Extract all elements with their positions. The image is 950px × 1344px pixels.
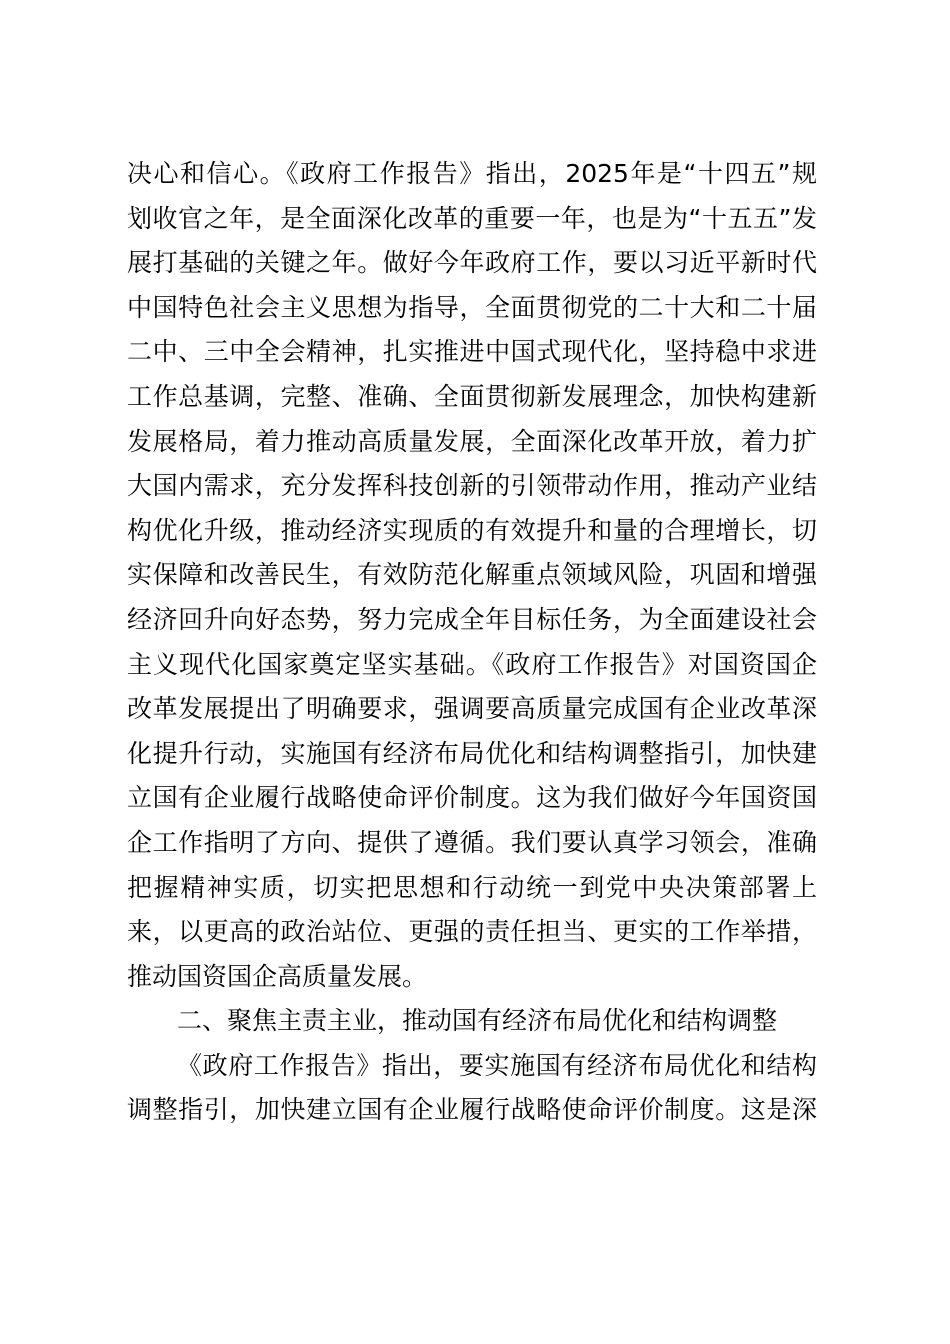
text-line: 中国特色社会主义思想为指导，全面贯彻党的二十大和二十届 <box>127 292 817 322</box>
text-line: 《政府工作报告》指出，要实施国有经济布局优化和结构 <box>177 1050 817 1080</box>
text-line: 大国内需求，充分发挥科技创新的引领带动作用，推动产业结 <box>127 471 817 501</box>
text-line: 决心和信心。《政府工作报告》指出，2025年是“十四五”规 <box>127 159 817 188</box>
text-line: 发展格局，着力推动高质量发展，全面深化改革开放，着力扩 <box>127 426 817 456</box>
text-line: 经济回升向好态势，努力完成全年目标任务，为全面建设社会 <box>127 604 817 634</box>
text-line: 实保障和改善民生，有效防范化解重点领域风险，巩固和增强 <box>127 560 817 590</box>
body-paragraph-2 <box>127 1044 817 1133</box>
body-paragraph-1 <box>127 152 817 999</box>
section-heading: 二、聚焦主责主业，推动国有经济布局优化和结构调整 <box>177 1006 778 1036</box>
text-line: 展打基础的关键之年。做好今年政府工作，要以习近平新时代 <box>127 248 817 278</box>
text-line: 立国有企业履行战略使命评价制度。这为我们做好今年国资国 <box>127 783 817 813</box>
text-line: 划收官之年，是全面深化改革的重要一年，也是为“十五五”发 <box>127 203 817 233</box>
text-line: 企工作指明了方向、提供了遵循。我们要认真学习领会，准确 <box>127 827 817 857</box>
text-line: 工作总基调，完整、准确、全面贯彻新发展理念，加快构建新 <box>127 381 817 411</box>
text-line: 把握精神实质，切实把思想和行动统一到党中央决策部署上 <box>127 872 817 902</box>
text-line: 化提升行动，实施国有经济布局优化和结构调整指引，加快建 <box>127 738 817 768</box>
text-line: 改革发展提出了明确要求，强调要高质量完成国有企业改革深 <box>127 694 817 724</box>
text-line: 主义现代化国家奠定坚实基础。《政府工作报告》对国资国企 <box>127 649 817 679</box>
text-line: 推动国资国企高质量发展。 <box>127 961 428 991</box>
text-line: 来，以更高的政治站位、更强的责任担当、更实的工作举措， <box>127 917 817 947</box>
text-line: 构优化升级，推动经济实现质的有效提升和量的合理增长，切 <box>127 515 817 545</box>
text-line: 二中、三中全会精神，扎实推进中国式现代化，坚持稳中求进 <box>127 337 817 367</box>
document-page <box>127 152 817 1133</box>
text-line: 调整指引，加快建立国有企业履行战略使命评价制度。这是深 <box>127 1095 817 1125</box>
